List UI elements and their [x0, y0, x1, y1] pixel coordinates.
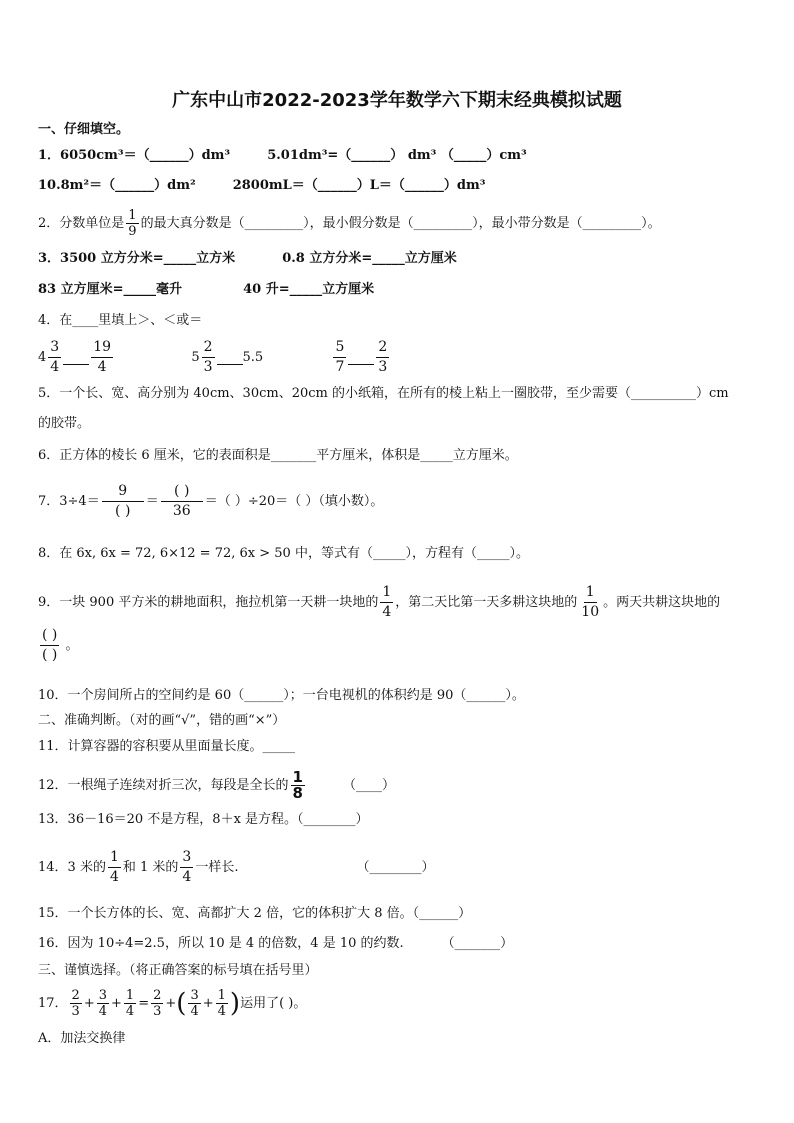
fraction-numerator: 2	[153, 988, 162, 1003]
answer-blank[interactable]	[217, 350, 243, 365]
fraction-denominator: ( )	[115, 503, 131, 519]
fraction-denominator: 8	[292, 784, 303, 802]
fraction-numerator: 5	[333, 338, 346, 358]
question-9	[38, 583, 720, 622]
question-4: 4．在____里填上＞、＜或＝	[38, 313, 203, 328]
fraction	[376, 338, 389, 377]
comparison-3	[331, 338, 391, 377]
operator: +	[202, 996, 214, 1011]
fraction	[124, 988, 136, 1019]
answer-blank[interactable]	[63, 350, 89, 365]
question-3-line-2	[38, 280, 374, 300]
question-14-suffix: 一样长.	[195, 860, 239, 875]
fraction-denominator: 7	[335, 359, 345, 375]
comparison-2	[191, 338, 263, 377]
fraction-one-eighth	[291, 770, 305, 801]
fraction	[48, 338, 61, 377]
question-8: 8．在 6x, 6x = 72, 6×12 = 72, 6x > 50 中，等式有（_____），方程有（_____）。	[38, 546, 529, 561]
fraction-numerator: ( )	[161, 482, 203, 502]
question-9-middle: ，第二天比第一天多耕这块地的	[395, 595, 578, 610]
fraction-numerator: 1	[108, 848, 121, 868]
question-2-prefix: 2．分数单位是	[38, 216, 125, 231]
option-a[interactable]: A．加法交换律	[38, 1031, 126, 1046]
question-1-part-a: 1．6050cm³＝（______）dm³	[38, 148, 231, 163]
question-17-suffix: 运用了( )。	[240, 996, 307, 1011]
operator: =	[138, 996, 150, 1011]
fraction	[108, 848, 121, 887]
question-7-suffix: ＝（ ）÷20＝（ ）（填小数）。	[204, 494, 384, 509]
fraction-numerator: 3	[48, 338, 61, 358]
fraction-numerator: 1	[128, 208, 137, 223]
question-2	[38, 208, 661, 239]
question-3-line-1	[38, 249, 457, 269]
fraction-numerator: 2	[71, 988, 80, 1003]
question-9-prefix: 9．一块 900 平方米的耕地面积，拖拉机第一天耕一块地的	[38, 595, 379, 610]
fraction-denominator: 4	[125, 1004, 135, 1019]
fraction-denominator: 4	[382, 604, 392, 620]
question-12	[38, 770, 395, 801]
fraction-numerator: 9	[102, 482, 144, 502]
fraction-denominator: 3	[153, 1004, 162, 1019]
question-9-end: 。	[65, 638, 79, 653]
fraction-denominator: 4	[97, 359, 107, 375]
answer-fraction[interactable]	[40, 626, 59, 665]
question-15: 15．一个长方体的长、宽、高都扩大 2 倍，它的体积扩大 8 倍。（______）	[38, 906, 472, 921]
question-13: 13．36－16＝20 不是方程，8＋x 是方程。（________）	[38, 812, 369, 827]
fraction-numerator: 2	[202, 338, 215, 358]
question-10: 10．一个房间所占的空间约是 60（______）；一台电视机的体积约是 90（______）。	[38, 688, 525, 703]
section-heading-fill: 一、仔细填空。	[38, 122, 130, 137]
fraction-numerator: 2	[376, 338, 389, 358]
question-17	[38, 988, 306, 1019]
fraction-denominator: 3	[71, 1004, 80, 1019]
operator: +	[111, 996, 122, 1011]
fraction-numerator: 1	[125, 988, 135, 1003]
operator: +	[83, 996, 95, 1011]
fraction	[97, 988, 109, 1019]
fraction	[333, 338, 346, 377]
fraction-numerator: ( )	[40, 626, 59, 646]
question-7	[38, 482, 383, 521]
question-12-prefix: 12．一根绳子连续对折三次，每段是全长的	[38, 778, 289, 793]
question-1-line-2	[38, 176, 485, 196]
mixed-whole: 5	[191, 349, 200, 365]
question-14-answer: （________）	[356, 860, 435, 875]
question-1-part-b: 5.01dm³=（______） dm³ （_____）cm³	[267, 148, 527, 163]
fraction-denominator: 10	[581, 604, 600, 620]
fraction-numerator: 19	[91, 338, 113, 358]
fraction-one-ninth	[126, 208, 138, 239]
answer-blank[interactable]	[348, 350, 374, 365]
question-14	[38, 848, 435, 887]
question-3-part-c: 83 立方厘米=_____毫升	[38, 282, 183, 297]
fraction-denominator: 36	[172, 503, 191, 519]
comparison-1	[38, 338, 115, 377]
question-3-part-d: 40 升=_____立方厘米	[243, 282, 375, 297]
question-1-line-1	[38, 146, 527, 166]
question-1-part-c: 10.8m²＝（______）dm²	[38, 178, 196, 193]
fraction-denominator: 4	[190, 1004, 199, 1019]
fraction-denominator: 4	[217, 1004, 226, 1019]
fraction-numerator: 1	[217, 988, 226, 1003]
fraction-numerator: 3	[98, 988, 108, 1003]
left-parenthesis: (	[176, 988, 187, 1019]
fraction-numerator: 1	[380, 583, 393, 603]
question-11: 11．计算容器的容积要从里面量长度。_____	[38, 739, 296, 754]
fraction-denominator: 4	[50, 359, 60, 375]
fraction	[91, 338, 113, 377]
question-16-text: 16．因为 10÷4=2.5，所以 10 是 4 的倍数，4 是 10 的约数.	[38, 936, 404, 951]
fraction	[151, 988, 163, 1019]
fraction	[380, 583, 393, 622]
question-17-prefix: 17．	[38, 996, 68, 1011]
fraction-numerator: 3	[180, 848, 193, 868]
fraction-denominator: 4	[182, 869, 192, 885]
equals-sign: ＝	[145, 494, 159, 509]
mixed-whole: 4	[38, 349, 47, 365]
fraction	[216, 988, 228, 1019]
question-5-line-2: 的胶带。	[38, 416, 91, 431]
fraction-denominator: 4	[109, 869, 119, 885]
question-5-line-1: 5．一个长、宽、高分别为 40cm、30cm、20cm 的小纸箱，在所有的棱上粘上一圈胶带，至少需要（__________）cm	[38, 386, 729, 401]
section-heading-judge: 二、准确判断。（对的画“√”，错的画“×”）	[38, 713, 286, 728]
fraction-numerator: 1	[584, 583, 597, 603]
comparison-value: 5.5	[242, 349, 264, 365]
right-parenthesis: )	[229, 988, 241, 1019]
fraction-numerator: 1	[292, 768, 303, 786]
fraction-denominator: 9	[128, 224, 137, 239]
fraction	[180, 848, 193, 887]
question-2-suffix: 的最大真分数是（_________），最小假分数是（_________），最小带分数是（_________）。	[140, 216, 661, 231]
operator: +	[165, 996, 177, 1011]
fraction-denominator: 4	[98, 1004, 108, 1019]
question-3-part-b: 0.8 立方分米=_____立方厘米	[282, 251, 457, 266]
question-16-answer: （_______）	[441, 936, 514, 951]
question-9-answer	[38, 626, 79, 665]
question-16	[38, 934, 513, 954]
fraction	[188, 988, 200, 1019]
question-14-prefix: 14．3 米的	[38, 860, 106, 875]
section-heading-choice: 三、谨慎选择。（将正确答案的标号填在括号里）	[38, 963, 318, 978]
question-6: 6．正方体的棱长 6 厘米，它的表面积是_______平方厘米，体积是_____立方厘米。	[38, 448, 518, 463]
page-title: 广东中山市2022-2023学年数学六下期末经典模拟试题	[172, 90, 622, 111]
fraction	[202, 338, 215, 377]
fraction	[70, 988, 82, 1019]
question-3-part-a: 3．3500 立方分米=_____立方米	[38, 251, 236, 266]
fraction	[102, 482, 144, 521]
question-14-middle: 和 1 米的	[122, 860, 179, 875]
fraction-denominator: ( )	[42, 647, 58, 663]
fraction-numerator: 3	[190, 988, 199, 1003]
question-4-comparisons	[38, 338, 391, 377]
fraction	[161, 482, 203, 521]
question-1-part-d: 2800mL＝（______）L＝（______）dm³	[232, 178, 486, 193]
question-7-prefix: 7．3÷4＝	[38, 494, 100, 509]
fraction	[579, 583, 601, 622]
fraction-denominator: 3	[378, 359, 388, 375]
question-9-suffix: 。两天共耕这块地的	[603, 595, 721, 610]
fraction-denominator: 3	[203, 359, 213, 375]
question-12-answer: （____）	[342, 778, 395, 793]
